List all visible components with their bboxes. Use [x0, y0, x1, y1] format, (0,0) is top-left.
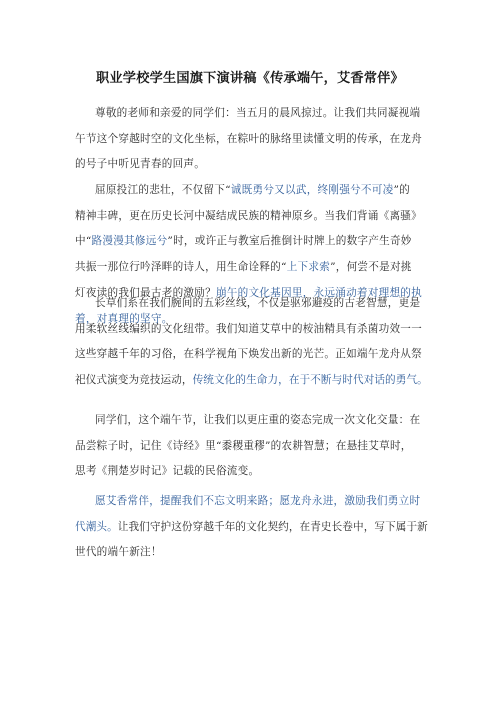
body-text: 祀仪式演变为竞技运动，: [75, 374, 193, 387]
paragraph-2-line-2: [75, 209, 422, 223]
paragraph-4-line-3: [75, 464, 259, 478]
paragraph-3-line-3: [75, 347, 422, 361]
body-text: 尊敬的老师和亲爱的同学们：当五月的晨风掠过。让我们共同凝视端: [95, 107, 421, 119]
body-text: ”的: [393, 184, 410, 196]
paragraph-3-line-2: [75, 322, 422, 336]
highlighted-text: 诚既勇兮又以武，终刚强兮不可凌: [230, 184, 394, 196]
paragraph-5-line-2: [75, 520, 428, 534]
body-text: 的号子中听见青春的回声。: [75, 158, 206, 171]
paragraph-4-line-1: [95, 413, 420, 427]
paragraph-1-line-2: [75, 132, 422, 146]
body-text: 品尝粽子时，记住《诗经》里“黍稷重穋”的农耕智慧；在悬挂艾草时，: [75, 439, 412, 452]
highlighted-text: 代潮头。: [75, 520, 118, 533]
body-text: 思考《荆楚岁时记》记载的民俗流变。: [75, 465, 260, 478]
body-text: 屈原投江的悲壮，不仅留下“: [95, 184, 231, 196]
paragraph-1-line-3: [75, 157, 205, 171]
body-text: 午节这个穿越时空的文化坐标，在粽叶的脉络里读懂文明的传承，在龙舟: [75, 132, 422, 145]
highlighted-text: 着，对真理的坚守。: [75, 312, 173, 325]
paragraph-4-line-2: [75, 439, 412, 453]
paragraph-1-line-1: [95, 106, 420, 120]
document-title: 职业学校学生国旗下演讲稿《传承端午，艾香常伴》: [96, 71, 404, 86]
highlighted-text: 崩午的文化基因里，永远涌动着对理想的执: [215, 286, 422, 299]
body-text: 这些穿越千年的习俗，在科学视角下焕发出新的光芒。正如端午龙舟从祭: [75, 348, 422, 361]
paragraph-2-line-1: [95, 183, 410, 197]
body-text: 同学们，这个端午节，让我们以更庄重的姿态完成一次文化交量：在: [95, 414, 421, 426]
body-text: 精神丰碑，更在历史长河中凝结成民族的精神原乡。当我们背诵《离骚》: [75, 209, 422, 222]
body-text: 共振一那位行吟泽畔的诗人，用生命诠释的“: [75, 261, 287, 274]
body-text: 中“: [75, 235, 92, 248]
highlighted-text: 上下求索: [286, 261, 331, 274]
paragraph-3-line-4: [75, 373, 428, 387]
paragraph-5-line-1: [95, 494, 420, 508]
paragraph-5-line-3: [75, 545, 162, 559]
paragraph-3-line-1: [95, 296, 420, 310]
body-text: ”，何尝不是对挑: [330, 261, 412, 274]
body-text: 用柔软丝线编织的文化纽带。我们知道艾草中的桉油精具有杀菌功效一一: [75, 322, 422, 335]
body-text: 让我们守护这份穿越千年的文化契约，在青史长卷中，写下属于新: [117, 520, 428, 533]
highlighted-text: 传统文化的生命力，在于不断与时代对话的勇气。: [192, 374, 428, 387]
highlighted-text: 路漫漫其修远兮: [91, 235, 168, 248]
highlighted-text: 愿艾香常伴，提醒我们不忘文明来路；愿龙舟永进，激励我们勇立时: [95, 495, 421, 507]
body-text: 世代的端午新注！: [75, 546, 162, 559]
body-text: ”时，或许正与教室后推倒计时牌上的数字产生奇妙: [167, 235, 412, 248]
paragraph-2-line-3: [75, 234, 412, 248]
body-text: 长草们系在我们腕间的五彩丝线，不仅是驱邪避疫的古老智慧，更是: [95, 297, 421, 309]
body-text: 灯夜读的我们最古老的激励？: [75, 286, 216, 299]
paragraph-2-line-4: [75, 260, 412, 274]
